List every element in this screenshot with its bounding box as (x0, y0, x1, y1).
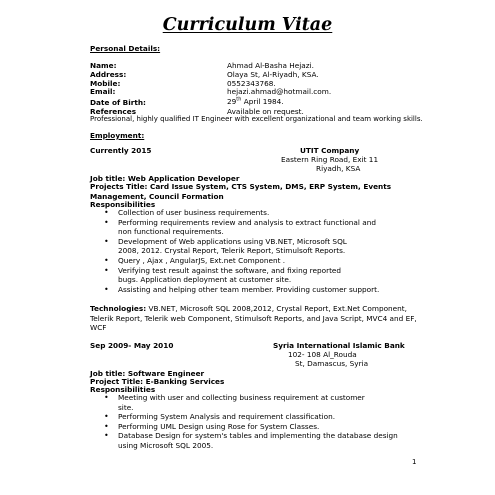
job1-company: UTIT Company (300, 146, 360, 155)
address-value: Olaya St, Al-Riyadh, KSA. (227, 70, 319, 79)
dob-value (227, 97, 284, 106)
address-label: Address: (90, 70, 127, 79)
technologies-label: Technologies: (90, 304, 147, 313)
page-number: 1 (412, 458, 417, 466)
references-value: Available on request. (227, 107, 304, 116)
job2-address-line1: 102- 108 Al_Rouda (288, 350, 357, 359)
email-value: hejazi.ahmad@hotmail.com. (227, 87, 332, 96)
job2-title: Job title: Software Engineer (90, 369, 205, 378)
mobile-label: Mobile: (90, 79, 121, 88)
list-item: • Meeting with user and collecting business requirement at customer site. (104, 393, 424, 412)
list-item: • Database Design for system's tables and implementing the database design using Microsoft SQL 2005. (104, 431, 424, 450)
dob-rest: April 1984. (241, 97, 284, 106)
list-item: • Development of Web applications using VB.NET, Microsoft SQL 2008, 2012. Crystal Report, Telerik Report, Stimulsoft Reports. (104, 237, 424, 256)
job2-responsibilities-list (104, 393, 424, 451)
job1-title: Job title: Web Application Developer (90, 174, 240, 183)
job2-projects: Project Title: E-Banking Services (90, 377, 225, 386)
references-label: References (90, 107, 137, 116)
summary-text: Professional, highly qualified IT Engineer with excellent organizational and team working skills. (90, 115, 423, 123)
dob-day: 29 (227, 97, 237, 106)
list-item: • Assisting and helping other team member. Providing customer support. (104, 285, 424, 295)
job2-address-line2: St, Damascus, Syria (295, 359, 369, 368)
job1-projects: Projects Title: Card Issue System, CTS System, DMS, ERP System, Events Management, Council Formation (90, 182, 392, 201)
document-title: Curriculum Vitae (162, 15, 333, 35)
job1-address-line1: Eastern Ring Road, Exit 11 (281, 155, 379, 164)
employment-heading: Employment: (90, 131, 145, 140)
job1-period: Currently 2015 (90, 146, 152, 155)
personal-details-heading: Personal Details: (90, 44, 161, 53)
name-value: Ahmad Al-Basha Hejazi. (227, 61, 314, 70)
list-item: • Query , Ajax , AngularJS, Ext.net Component . (104, 256, 424, 266)
list-item: • Performing System Analysis and requirement classification. (104, 412, 424, 422)
job1-technologies (90, 304, 420, 333)
job2-company: Syria International Islamic Bank (273, 341, 405, 350)
dob-suffix: th (236, 96, 242, 103)
job2-period: Sep 2009- May 2010 (90, 341, 174, 350)
job2-responsibilities-label: Responsibilities (90, 385, 156, 394)
list-item: • Performing UML Design using Rose for System Classes. (104, 422, 424, 432)
email-label: Email: (90, 87, 116, 96)
mobile-value: 0552343768. (227, 79, 276, 88)
list-item: • Verifying test result against the software, and fixing reported bugs. Application deployment at customer site. (104, 266, 424, 285)
job1-responsibilities-list (104, 208, 424, 294)
list-item: • Performing requirements review and analysis to extract functional and non functional requirements. (104, 218, 424, 237)
job1-address-line2: Riyadh, KSA (316, 164, 361, 173)
technologies-value: VB.NET, Microsoft SQL 2008,2012, Crystal Report, Ext.Net Component, Telerik Report, Telerik web Component, Stimulsoft Reports, and Java Script, MVC4 and EF, WCF (90, 304, 417, 332)
job1-responsibilities-label: Responsibilities (90, 200, 156, 209)
list-item: • Collection of user business requirements. (104, 208, 424, 218)
name-label: Name: (90, 61, 117, 70)
dob-label: Date of Birth: (90, 98, 146, 107)
